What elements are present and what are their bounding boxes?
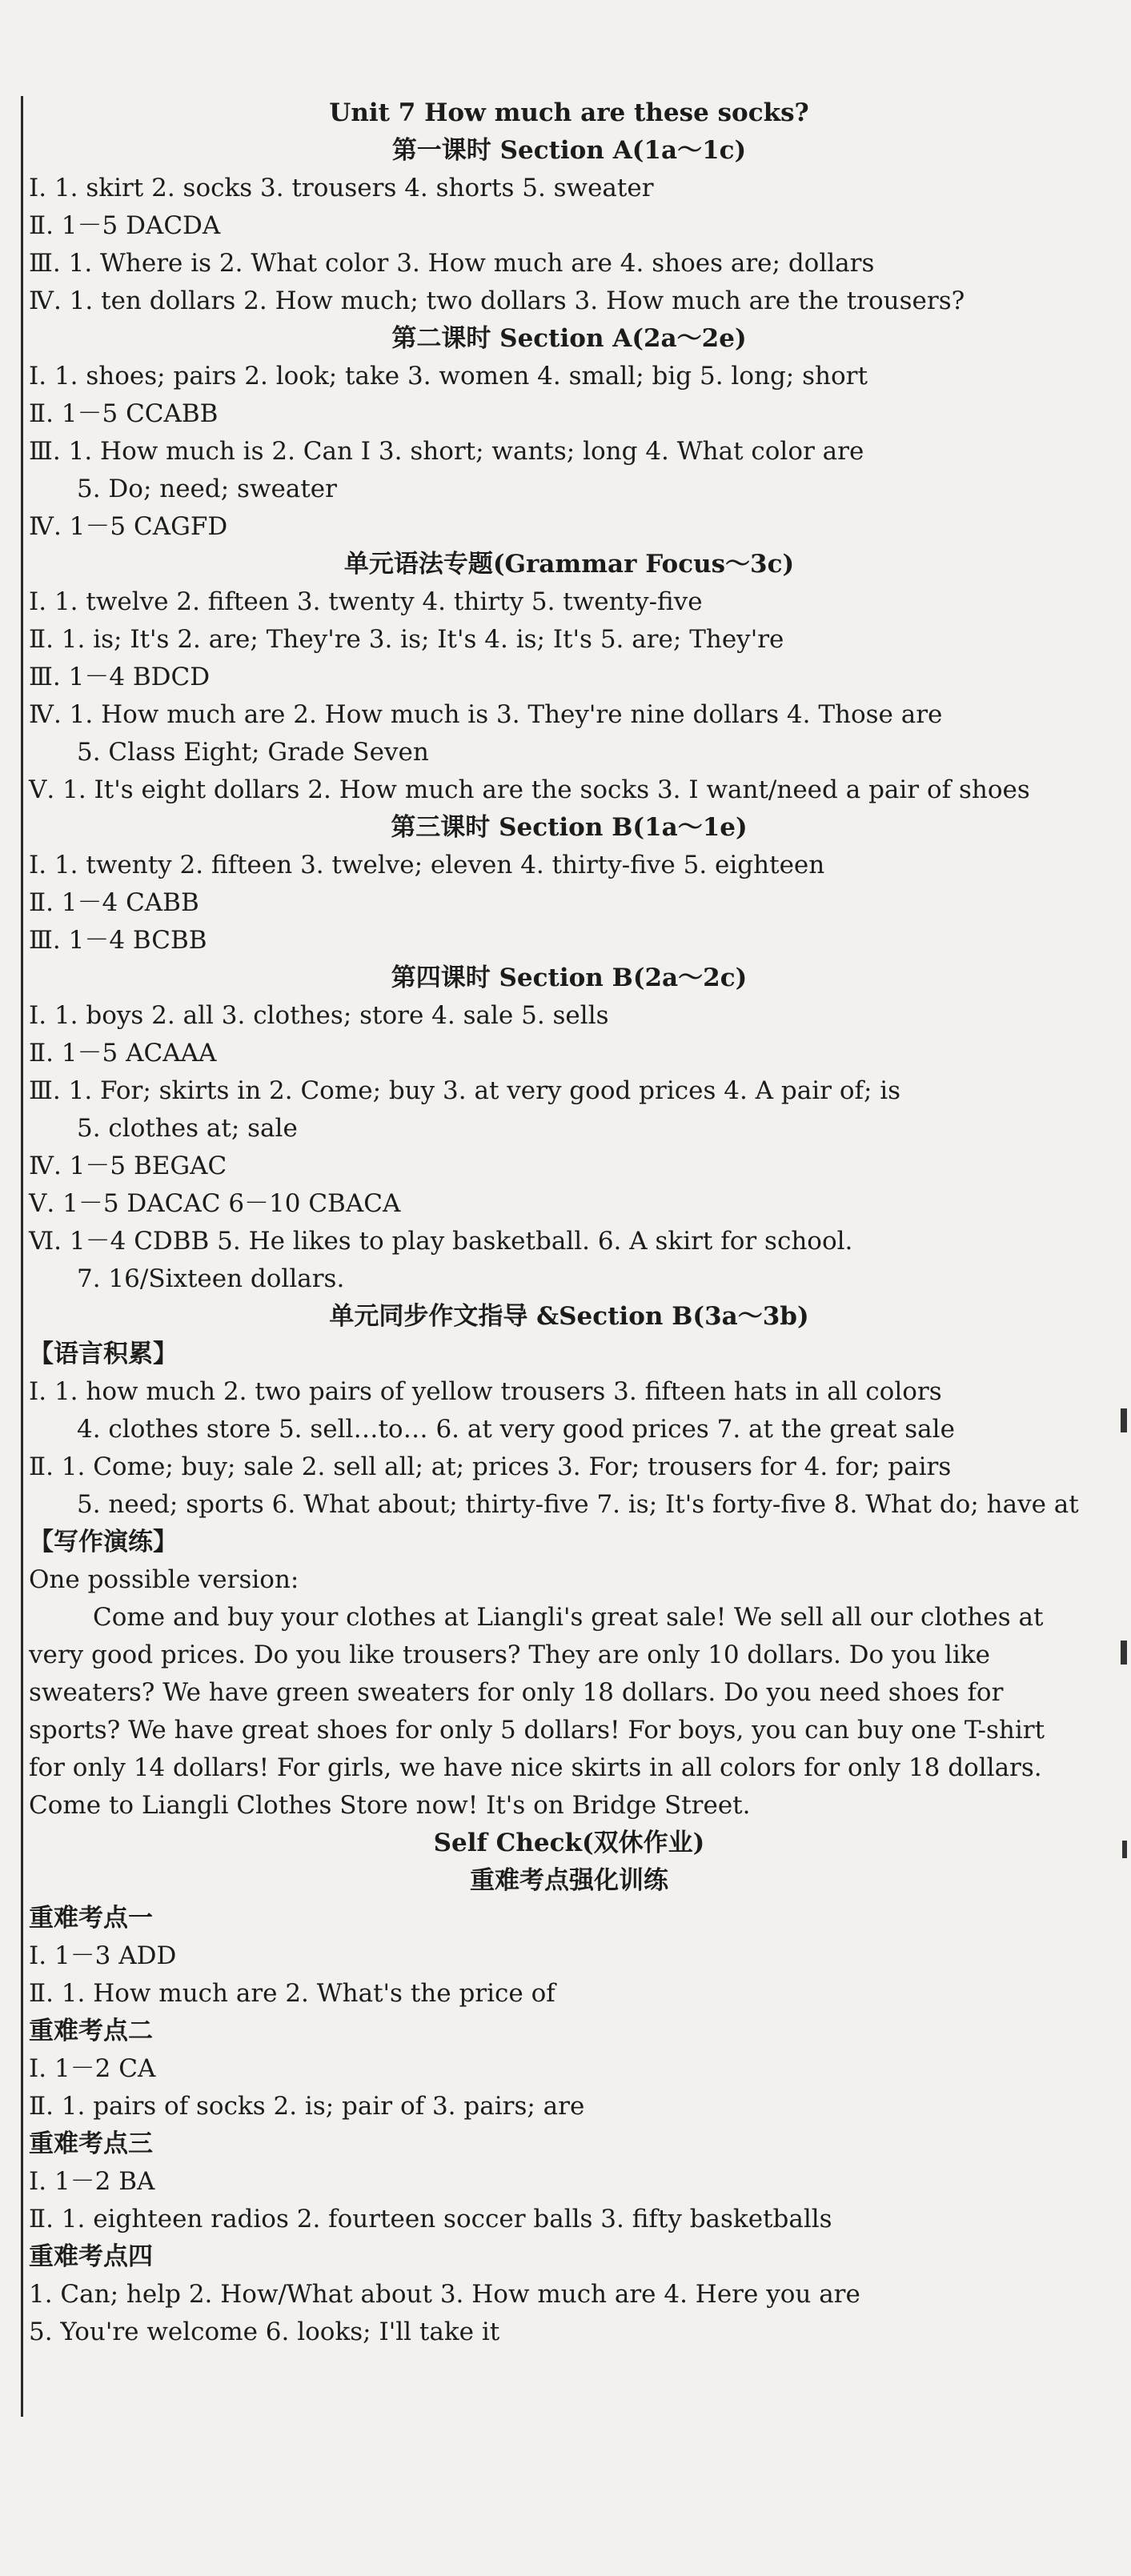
answer-line: Ⅱ. 1. pairs of socks 2. is; pair of 3. pairs; are <box>29 2092 585 2121</box>
edge-mark <box>1122 1841 1127 1858</box>
section-title: Self Check(双休作业) <box>433 1829 705 1857</box>
section-title: 单元语法专题(Grammar Focus～3c) <box>343 550 795 579</box>
section-heading: 【写作演练】 <box>29 1528 178 1556</box>
answer-line: Ⅳ. 1. ten dollars 2. How much; two dollars 3. How much are the trousers? <box>29 286 965 315</box>
answer-line: Ⅱ. 1. How much are 2. What's the price of <box>29 1979 555 2008</box>
answer-line: Ⅲ. 1. How much is 2. Can I 3. short; wants; long 4. What color are <box>29 437 864 466</box>
section-title: 第四课时 Section B(2a～2c) <box>391 963 748 992</box>
left-margin-rule <box>21 96 23 2417</box>
answer-line: Ⅰ. 1－2 BA <box>29 2167 155 2196</box>
answer-content <box>29 94 1109 2351</box>
section-title: 第一课时 Section A(1a～1c) <box>391 136 747 165</box>
answer-line: 5. Class Eight; Grade Seven <box>77 738 429 767</box>
answer-line: 4. clothes store 5. sell…to… 6. at very good prices 7. at the great sale <box>77 1415 955 1444</box>
answer-line: Ⅱ. 1. is; It's 2. are; They're 3. is; It's 4. is; It's 5. are; They're <box>29 625 784 654</box>
section-title: 第三课时 Section B(1a～1e) <box>391 813 748 842</box>
answer-line: Ⅲ. 1－4 BCBB <box>29 926 207 955</box>
section-heading: 重难考点三 <box>29 2129 153 2158</box>
section-title: 重难考点强化训练 <box>470 1866 668 1895</box>
answer-line: Ⅳ. 1. How much are 2. How much is 3. They're nine dollars 4. Those are <box>29 700 943 729</box>
answer-line: 5. Do; need; sweater <box>77 475 337 503</box>
answer-line: Ⅳ. 1－5 CAGFD <box>29 512 228 541</box>
section-title: 单元同步作文指导 &Section B(3a～3b) <box>329 1302 809 1331</box>
answer-line: Ⅰ. 1. boys 2. all 3. clothes; store 4. sale 5. sells <box>29 1001 609 1030</box>
answer-line: Ⅰ. 1－2 CA <box>29 2054 156 2083</box>
answer-line: Ⅱ. 1－4 CABB <box>29 888 199 917</box>
answer-line: 5. You're welcome 6. looks; I'll take it <box>29 2318 500 2346</box>
answer-line: very good prices. Do you like trousers? They are only 10 dollars. Do you like <box>29 1641 991 1669</box>
answer-line: Ⅰ. 1. how much 2. two pairs of yellow trousers 3. fifteen hats in all colors <box>29 1377 942 1406</box>
answer-line: sweaters? We have green sweaters for only 18 dollars. Do you need shoes for <box>29 1678 1004 1707</box>
answer-line: 5. clothes at; sale <box>77 1114 298 1143</box>
answer-line: Ⅰ. 1－3 ADD <box>29 1941 177 1970</box>
answer-line: 1. Can; help 2. How/What about 3. How much are 4. Here you are <box>29 2280 860 2309</box>
answer-line: Come to Liangli Clothes Store now! It's on Bridge Street. <box>29 1791 751 1820</box>
section-heading: 重难考点一 <box>29 1904 153 1933</box>
section-heading: 【语言积累】 <box>29 1340 178 1368</box>
answer-line: Ⅰ. 1. twenty 2. fifteen 3. twelve; eleven 4. thirty-five 5. eighteen <box>29 851 825 879</box>
answer-line: Ⅰ. 1. skirt 2. socks 3. trousers 4. shorts 5. sweater <box>29 174 654 202</box>
answer-line: Ⅳ. 1－5 BEGAC <box>29 1152 227 1180</box>
answer-line: Ⅱ. 1－5 DACDA <box>29 211 221 240</box>
section-heading: 重难考点四 <box>29 2242 153 2271</box>
answer-line: Ⅴ. 1. It's eight dollars 2. How much are the socks 3. I want/need a pair of shoes <box>29 775 1030 804</box>
answer-line: Ⅲ. 1－4 BDCD <box>29 663 211 691</box>
answer-line: Ⅵ. 1－4 CDBB 5. He likes to play basketball. 6. A skirt for school. <box>29 1227 853 1256</box>
answer-line: Ⅲ. 1. For; skirts in 2. Come; buy 3. at very good prices 4. A pair of; is <box>29 1076 901 1105</box>
answer-line: 5. need; sports 6. What about; thirty-five 7. is; It's forty-five 8. What do; have at <box>77 1490 1079 1519</box>
section-title: 第二课时 Section A(2a～2e) <box>391 324 747 353</box>
edge-mark <box>1121 1641 1127 1665</box>
section-title: Unit 7 How much are these socks? <box>329 98 809 127</box>
edge-mark <box>1121 1408 1127 1432</box>
answer-line: Ⅲ. 1. Where is 2. What color 3. How much are 4. shoes are; dollars <box>29 249 875 278</box>
answer-line: Ⅱ. 1. Come; buy; sale 2. sell all; at; prices 3. For; trousers for 4. for; pairs <box>29 1452 952 1481</box>
answer-line: Ⅰ. 1. shoes; pairs 2. look; take 3. women 4. small; big 5. long; short <box>29 362 868 391</box>
answer-line: Ⅱ. 1－5 ACAAA <box>29 1039 217 1068</box>
answer-line: for only 14 dollars! For girls, we have nice skirts in all colors for only 18 dollars. <box>29 1753 1042 1782</box>
answer-line: Ⅱ. 1－5 CCABB <box>29 399 219 428</box>
answer-line: Ⅴ. 1－5 DACAC 6－10 CBACA <box>29 1189 401 1218</box>
answer-line: Ⅰ. 1. twelve 2. fifteen 3. twenty 4. thirty 5. twenty-five <box>29 587 703 616</box>
answer-line: One possible version: <box>29 1565 299 1594</box>
answer-line: Ⅱ. 1. eighteen radios 2. fourteen soccer balls 3. fifty basketballs <box>29 2205 832 2233</box>
section-heading: 重难考点二 <box>29 2017 153 2045</box>
answer-line: Come and buy your clothes at Liangli's great sale! We sell all our clothes at <box>93 1603 1044 1632</box>
answer-line: 7. 16/Sixteen dollars. <box>77 1264 345 1293</box>
answer-line: sports? We have great shoes for only 5 dollars! For boys, you can buy one T-shirt <box>29 1716 1045 1745</box>
